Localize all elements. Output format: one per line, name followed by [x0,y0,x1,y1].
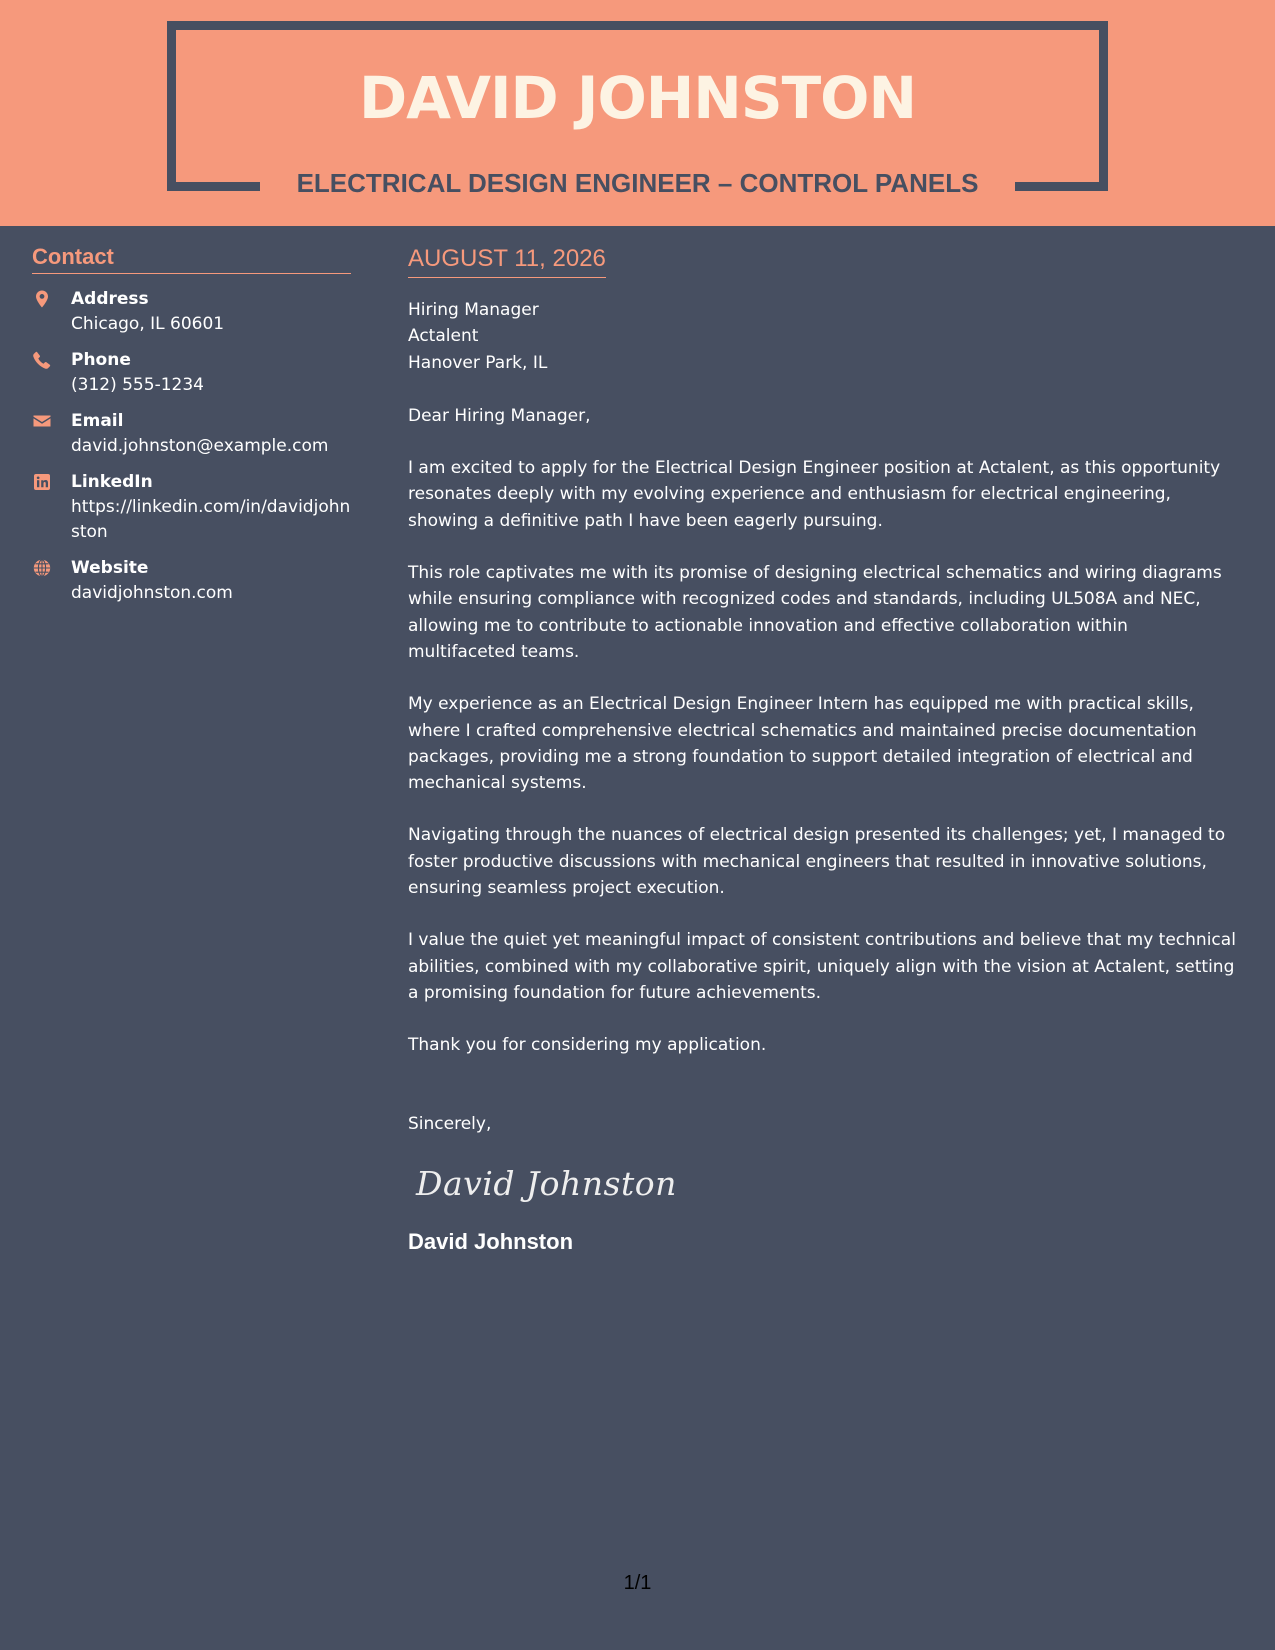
contact-item-phone [32,348,351,398]
contact-value[interactable]: https://linkedin.com/in/davidjohnston [71,497,351,542]
map-pin-icon [32,289,52,309]
contact-label: Website [71,558,149,578]
contact-value: (312) 555-1234 [71,375,204,395]
header-banner [0,0,1275,226]
contact-item-linkedin [32,470,351,545]
applicant-name: DAVID JOHNSTON [358,64,917,132]
contact-list [32,287,351,606]
signer-name: David Johnston [408,1228,574,1254]
recipient-line: Actalent [408,326,479,347]
letter-body [408,243,1238,1257]
contact-item-address [32,287,351,337]
contact-value: Chicago, IL 60601 [71,314,225,334]
letter-paragraph: This role captivates me with its promise of designing electrical schematics and wiring diagrams while ensuring compliance with recognized codes and standards, including UL508A and NEC, allowing me to contribute to actionable innovation and effective collaboration within multifaceted teams. [408,563,1222,662]
contact-label: Email [71,411,124,431]
contact-label: Phone [71,350,131,370]
closing: Sincerely, [408,1113,492,1134]
letter-paragraph: I am excited to apply for the Electrical Design Engineer position at Actalent, as this opportunity resonates deeply with my evolving experience and enthusiasm for electrical engineering, showing a definitive path I have been eagerly pursuing. [408,458,1221,531]
contact-sidebar [32,243,351,617]
contact-value[interactable]: davidjohnston.com [71,583,233,603]
recipient-block [408,297,1238,376]
contact-label: LinkedIn [71,472,153,492]
contact-label: Address [71,289,149,309]
letter-paragraph: I value the quiet yet meaningful impact of consistent contributions and believe that my technical abilities, combined with my collaborative spirit, uniquely align with the vision at Actalent, setting a promising foundation for future achievements. [408,930,1236,1003]
letter-date: AUGUST 11, 2026 [408,243,606,278]
linkedin-icon [32,472,52,492]
letter-paragraph: Thank you for considering my application. [408,1035,767,1056]
page-number: 1/1 [623,1572,652,1594]
recipient-line: Hiring Manager [408,300,539,320]
contact-item-website [32,556,351,606]
contact-heading: Contact [32,243,351,274]
salutation: Dear Hiring Manager, [408,405,591,426]
contact-item-email [32,409,351,459]
envelope-icon [32,411,52,431]
handwritten-signature: David Johnston [416,1163,677,1203]
letter-paragraph: My experience as an Electrical Design Engineer Intern has equipped me with practical skills, where I crafted comprehensive electrical schematics and maintained precise documentation packages, providing me a strong foundation to support detailed integration of electrical and mechanical systems. [408,694,1197,794]
job-title: ELECTRICAL DESIGN ENGINEER – CONTROL PANELS [296,168,979,198]
globe-icon [32,558,52,578]
letter-paragraph: Navigating through the nuances of electrical design presented its challenges; yet, I managed to foster productive discussions with mechanical engineers that resulted in innovative solutions, ensuring seamless project execution. [408,825,1226,899]
phone-icon [32,350,52,370]
frame-top-bar [167,21,1108,30]
recipient-line: Hanover Park, IL [408,352,548,373]
contact-value[interactable]: david.johnston@example.com [71,436,329,456]
